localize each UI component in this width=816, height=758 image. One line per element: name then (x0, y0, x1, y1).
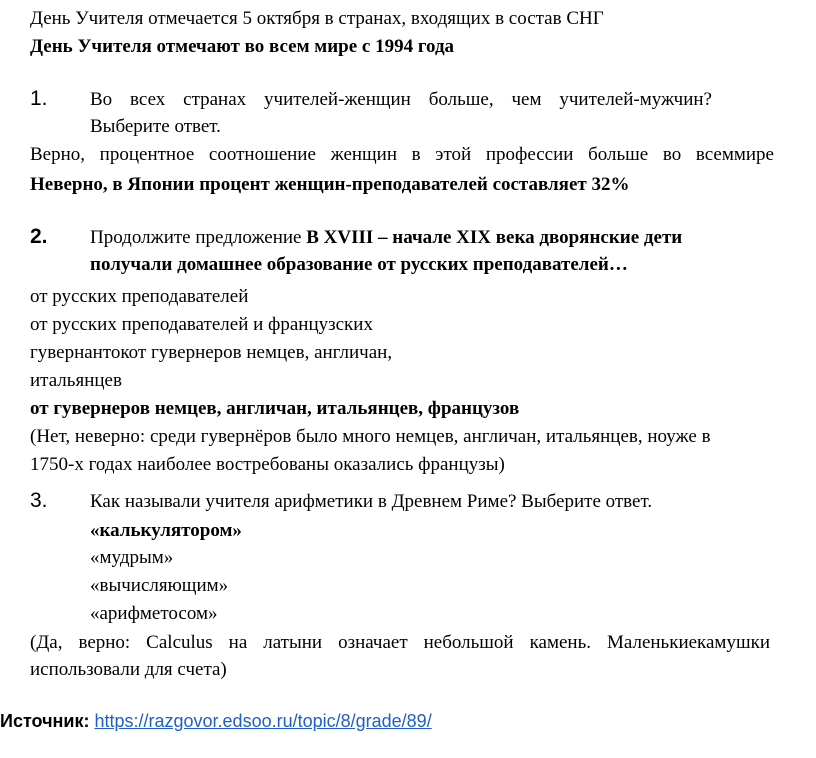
question-2-option: от русских преподавателей (30, 286, 249, 307)
question-2-bold-line-1: В XVIII – начале XIX века дворянские дети (306, 227, 683, 248)
question-2-bold-line-2: получали домашнее образование от русских преподавателей… (90, 254, 628, 275)
question-2-explanation-line-1: (Нет, неверно: среди гувернёров было много немцев, англичан, итальянцев, ноуже в (30, 426, 711, 447)
source (0, 711, 432, 732)
question-3-explanation-line-2: использовали для счета) (30, 659, 227, 680)
question-3-option: «арифметосом» (90, 603, 218, 624)
question-2-explanation-line-2: 1750-х годах наиболее востребованы оказались французы) (30, 454, 505, 475)
question-3-option: «вычисляющим» (90, 575, 229, 596)
question-1-answer-false: Неверно, в Японии процент женщин-преподавателей составляет 32% (30, 174, 630, 195)
question-3-option: «мудрым» (90, 547, 174, 568)
question-1-answer-true: Верно, процентное соотношение женщин в этой профессии больше во всеммире (30, 144, 774, 165)
question-3-number: 3. (30, 489, 48, 512)
question-2-option: от русских преподавателей и французских (30, 314, 373, 335)
question-3-text: Как называли учителя арифметики в Древнем Риме? Выберите ответ. (90, 491, 653, 512)
question-1-number: 1. (30, 87, 48, 110)
intro-line-1: День Учителя отмечается 5 октября в странах, входящих в состав СНГ (30, 8, 604, 29)
question-1-text-line-2: Выберите ответ. (90, 116, 221, 137)
source-link[interactable]: https://razgovor.edsoo.ru/topic/8/grade/89/ (94, 711, 432, 731)
question-3-explanation-line-1: (Да, верно: Calculus на латыни означает небольшой камень. Маленькиекамушки (30, 632, 770, 653)
question-2-option: итальянцев (30, 370, 122, 391)
question-1-text-line-1: Во всех странах учителей-женщин больше, чем учителей-мужчин? (90, 89, 712, 110)
question-3-correct-answer: «калькулятором» (90, 520, 242, 541)
question-2-number: 2. (30, 225, 48, 248)
intro-line-2: День Учителя отмечают во всем мире с 1994 года (30, 36, 455, 57)
question-2-prompt (90, 227, 682, 249)
question-2-option: гувернантокот гувернеров немцев, англичан, (30, 342, 393, 363)
question-2-prefix: Продолжите предложение (90, 227, 302, 248)
source-label: Источник: (0, 711, 90, 731)
question-2-correct-answer: от гувернеров немцев, англичан, итальянцев, французов (30, 398, 520, 419)
